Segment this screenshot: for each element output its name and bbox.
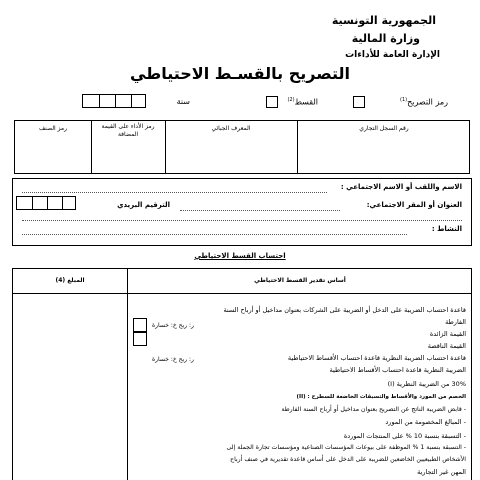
category-code-header: رمز الصنف (38, 125, 68, 132)
year-label: سنة (176, 97, 190, 106)
activity-label: النشاط : (431, 225, 462, 233)
ministry-heading: وزارة المالية (351, 32, 420, 45)
commercial-register-header: رقم السجل التجاري (359, 125, 409, 132)
calc-line-14: المهن غير التجارية (417, 468, 466, 476)
calc-line-8: الخصم من المورد والأقساط والتسبقات الخاضعة للسطرح : (II) (296, 394, 466, 400)
address-line-2[interactable] (22, 220, 462, 221)
vat-code-header: رمز الأداء على القيمة المضافة (101, 123, 155, 138)
profit-loss-checkbox-2[interactable] (133, 332, 147, 346)
id-table (14, 120, 470, 174)
calc-line-1: قاعدة احتساب الضريبة على الدخل أو الضريبة على الشركات بعنوان مداخيل أو أرباح السنة (223, 306, 466, 314)
postal-code-label: الترقيم البريدي (117, 201, 170, 209)
calc-line-4: القيمة الناقصة (427, 342, 466, 350)
profit-loss-label-2: ر: ربح خ: خسارة (152, 356, 194, 363)
profit-loss-label-1: ر: ربح خ: خسارة (152, 322, 194, 329)
year-boxes[interactable] (82, 94, 146, 108)
calc-line-5: قاعدة احتساب الضريبة النظرية قاعدة احتساب الأقساط الاحتياطية (287, 354, 466, 362)
basis-column-header: أساس تقدير القسط الاحتياطي (254, 277, 346, 284)
calc-line-7: 30% من الضريبة النظرية (I) (387, 380, 466, 388)
calc-line-2: الفارطة (445, 318, 466, 326)
amount-column-header: المبلغ (4) (55, 277, 85, 284)
calc-line-6: الضريبة النظرية قاعدة احتساب الأقساط الاحتياطية (329, 366, 466, 374)
installment-label: القسط$^{(2)}$ (287, 97, 318, 107)
declaration-code-label: رمز التصريح$^{(1)}$ (399, 97, 448, 107)
calc-section-title: احتساب القسط الاحتياطي (194, 252, 286, 260)
installment-checkbox[interactable] (266, 96, 278, 108)
declaration-code-checkbox[interactable] (353, 96, 365, 108)
address-label: العنوان أو المقر الاجتماعي: (366, 201, 462, 209)
tax-id-header: المعرف الجبائي (211, 125, 251, 132)
calc-line-3: القيمة الزائدة (429, 330, 466, 338)
name-label: الاسم واللقب أو الاسم الاجتماعي : (340, 183, 462, 191)
calc-line-11: - التسبقة بنسبة 10 % على المنتجات الموردة (343, 432, 466, 440)
postal-code-boxes[interactable] (16, 196, 76, 210)
calc-line-10: - المبالغ المخصومة من المورد (385, 418, 466, 426)
page-title: التصريح بالقسـط الاحتياطي (129, 64, 351, 83)
profit-loss-checkbox-1[interactable] (133, 318, 147, 332)
calc-line-12: - التسبقة بنسبة 1 % الموظفة على بيوعات المؤسسات الصناعية ومؤسسات تجارة الجملة إلى (226, 444, 466, 451)
calc-line-9: - قابض الضريبة الناتج عن التصريح بعنوان مداخيل أو أرباح السنة الفارطة (281, 406, 466, 413)
calc-line-13: الأشخاص الطبيعيين الخاضعين للضريبة على الدخل على أساس قاعدة تقديرية في صنف أرباح (230, 456, 466, 463)
republic-heading: الجمهورية التونسية (331, 14, 436, 27)
name-field[interactable] (22, 192, 327, 193)
address-field[interactable] (180, 210, 340, 211)
directorate-heading: الإدارة العامة للأداءات (345, 50, 440, 60)
activity-field[interactable] (22, 234, 407, 235)
